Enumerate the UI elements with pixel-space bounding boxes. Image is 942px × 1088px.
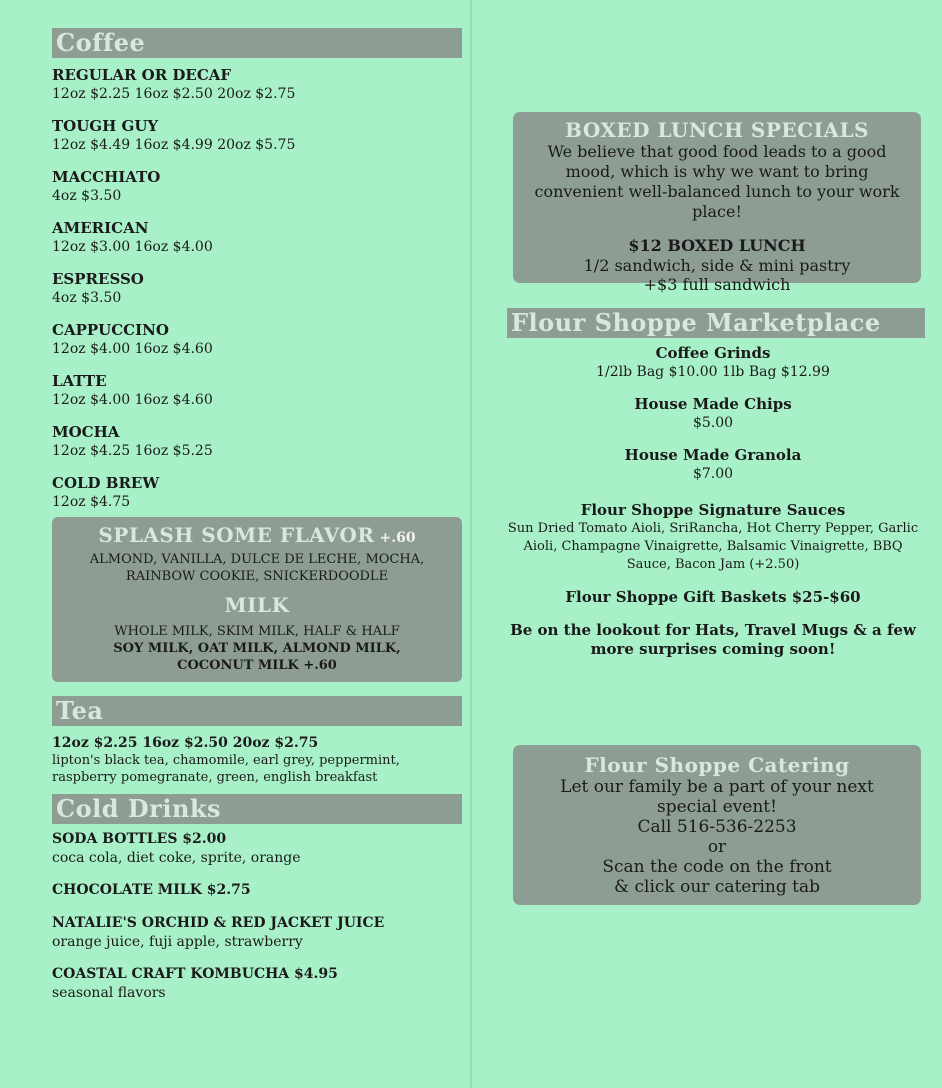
item-price: 12oz $2.25 16oz $2.50 20oz $2.75 — [52, 86, 296, 102]
menu-item-tough-guy — [52, 117, 462, 154]
item-detail: $5.00 — [692, 415, 734, 431]
item-price: 12oz $4.00 16oz $4.60 — [52, 392, 213, 408]
menu-item-espresso — [52, 270, 462, 307]
right-column — [507, 112, 921, 905]
item-name: House Made Chips — [634, 395, 792, 413]
left-column — [52, 28, 462, 1002]
boxed-lunch-intro: We believe that good food leads to a good mood, which is why we want to bring convenient well-balanced lunch to your work place! — [534, 142, 900, 221]
item-price: 12oz $4.49 16oz $4.99 20oz $5.75 — [52, 137, 296, 153]
item-name: MOCHA — [52, 423, 120, 441]
item-name: REGULAR OR DECAF — [52, 66, 232, 84]
flavor-price: +.60 — [379, 530, 416, 546]
milk-title: MILK — [224, 593, 290, 617]
menu-item-mocha — [52, 423, 462, 460]
cold-drinks-header: Cold Drinks — [52, 794, 462, 824]
lookout-text: Be on the lookout for Hats, Travel Mugs & a few more surprises coming soon! — [510, 621, 916, 658]
milk-options: WHOLE MILK, SKIM MILK, HALF & HALF — [114, 624, 400, 639]
item-desc: seasonal flavors — [52, 985, 166, 1001]
coffee-header: Coffee — [52, 28, 462, 58]
lookout-note — [503, 621, 923, 659]
flavor-options: ALMOND, VANILLA, DULCE DE LECHE, MOCHA, RAINBOW COOKIE, SNICKERDOODLE — [89, 552, 425, 584]
item-price: 12oz $4.25 16oz $5.25 — [52, 443, 213, 459]
menu-item-soda — [52, 830, 462, 867]
tea-prices: 12oz $2.25 16oz $2.50 20oz $2.75 — [52, 735, 319, 751]
item-name: LATTE — [52, 372, 107, 390]
tea-flavors: lipton's black tea, chamomile, earl grey, peppermint, raspberry pomegranate, green, english breakfast — [52, 753, 400, 785]
item-name: COLD BREW — [52, 474, 160, 492]
catering-or: or — [707, 837, 727, 857]
boxed-lunch-deal-upgrade: +$3 full sandwich — [643, 275, 791, 294]
catering-invite: Let our family be a part of your next special event! — [560, 777, 874, 817]
item-price: 12oz $4.00 16oz $4.60 — [52, 341, 213, 357]
gift-baskets — [503, 588, 923, 607]
item-name: CHOCOLATE MILK $2.75 — [52, 882, 251, 898]
item-name: Coffee Grinds — [655, 344, 771, 362]
item-name: COASTAL CRAFT KOMBUCHA $4.95 — [52, 966, 338, 982]
gift-baskets-text: Flour Shoppe Gift Baskets $25-$60 — [565, 588, 861, 606]
item-price: 12oz $3.00 16oz $4.00 — [52, 239, 213, 255]
marketplace-header: Flour Shoppe Marketplace — [507, 308, 925, 338]
boxed-lunch-title: BOXED LUNCH SPECIALS — [565, 118, 869, 142]
catering-tab: & click our catering tab — [613, 877, 821, 897]
item-name: House Made Granola — [624, 446, 802, 464]
boxed-lunch-deal-desc: 1/2 sandwich, side & mini pastry — [583, 256, 851, 275]
item-name: AMERICAN — [52, 219, 149, 237]
catering-phone: Call 516-536-2253 — [637, 817, 797, 837]
item-detail: $7.00 — [692, 466, 734, 482]
marketplace-item-granola — [503, 446, 923, 483]
item-name: ESPRESSO — [52, 270, 144, 288]
menu-item-latte — [52, 372, 462, 409]
catering-title: Flour Shoppe Catering — [584, 753, 850, 777]
menu-item-american — [52, 219, 462, 256]
page-fold — [470, 0, 472, 1088]
marketplace-item-sauces — [503, 501, 923, 574]
flavor-heading — [62, 523, 452, 547]
boxed-lunch-deal-title: $12 BOXED LUNCH — [628, 236, 806, 255]
menu-item-juice — [52, 914, 462, 951]
item-price: 4oz $3.50 — [52, 290, 122, 306]
item-name: CAPPUCCINO — [52, 321, 169, 339]
item-detail: Sun Dried Tomato Aioli, SriRancha, Hot Cherry Pepper, Garlic Aioli, Champagne Vinaigrette, Balsamic Vinaigrette, BBQ Sauce, Bacon Jam (+2.50) — [507, 521, 919, 572]
item-desc: orange juice, fuji apple, strawberry — [52, 934, 303, 950]
marketplace-item-chips — [503, 395, 923, 432]
menu-item-cappuccino — [52, 321, 462, 358]
tea-header: Tea — [52, 696, 462, 726]
menu-item-macchiato — [52, 168, 462, 205]
menu-item-regular — [52, 66, 462, 103]
menu-item-cold-brew — [52, 474, 462, 511]
item-name: Flour Shoppe Signature Sauces — [580, 501, 846, 519]
flavor-title: SPLASH SOME FLAVOR — [98, 523, 375, 547]
item-name: NATALIE'S ORCHID & RED JACKET JUICE — [52, 915, 385, 931]
item-desc: coca cola, diet coke, sprite, orange — [52, 850, 301, 866]
catering-box — [513, 745, 921, 905]
item-name: SODA BOTTLES $2.00 — [52, 831, 227, 847]
item-price: 4oz $3.50 — [52, 188, 122, 204]
menu-item-chocolate-milk — [52, 881, 462, 900]
item-detail: 1/2lb Bag $10.00 1lb Bag $12.99 — [596, 364, 830, 380]
catering-scan: Scan the code on the front — [602, 857, 832, 877]
item-name: MACCHIATO — [52, 168, 161, 186]
flavor-milk-box — [52, 517, 462, 682]
marketplace-item-grinds — [503, 344, 923, 381]
menu-item-kombucha — [52, 965, 462, 1002]
boxed-lunch-box — [513, 112, 921, 294]
milk-premium: SOY MILK, OAT MILK, ALMOND MILK, COCONUT MILK +.60 — [113, 641, 401, 673]
item-price: 12oz $4.75 — [52, 494, 131, 510]
item-name: TOUGH GUY — [52, 117, 159, 135]
